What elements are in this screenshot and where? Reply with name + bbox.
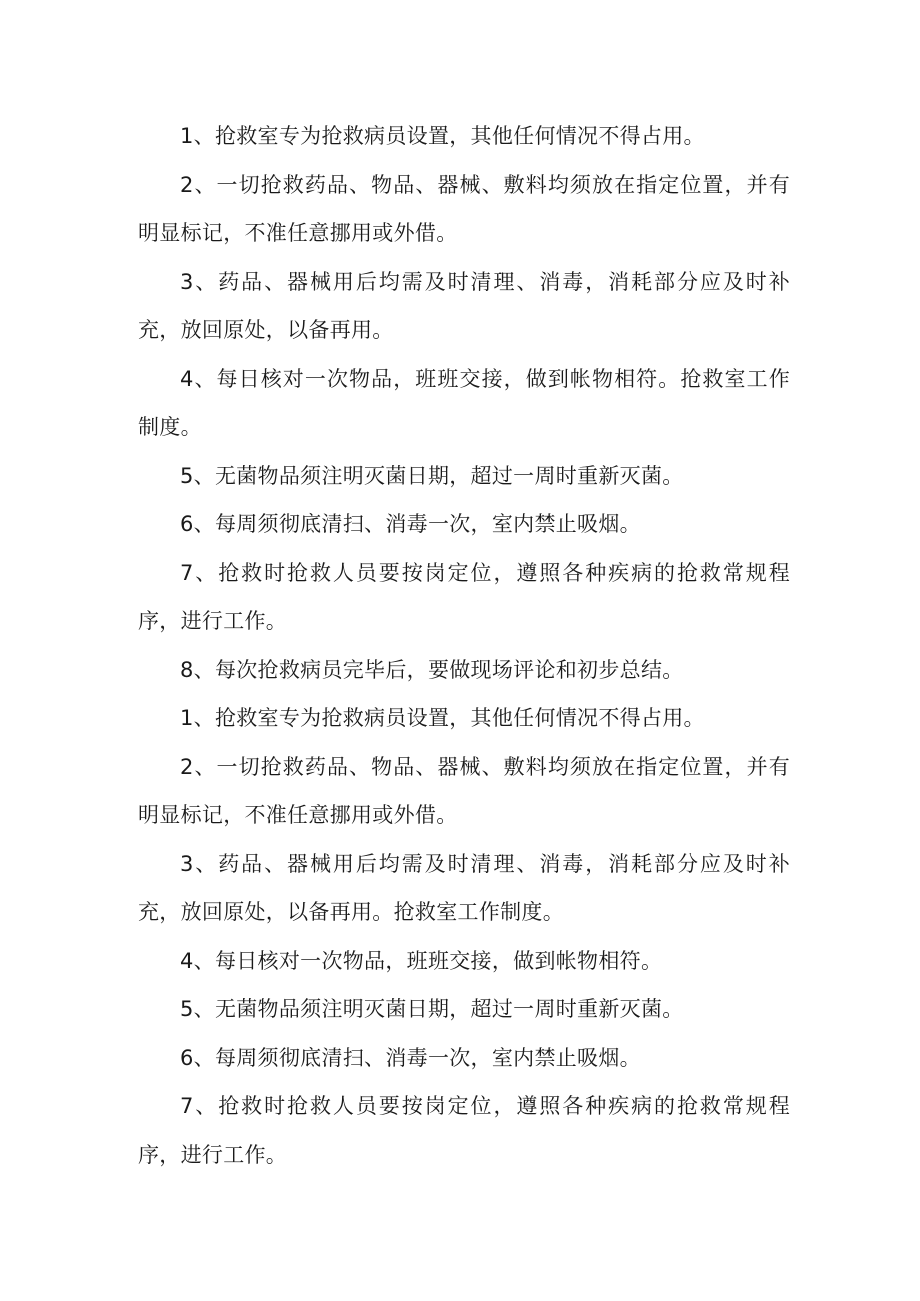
paragraph-7: 7、抢救时抢救人员要按岗定位，遵照各种疾病的抢救常规程序，进行工作。 — [138, 560, 790, 633]
paragraph-5: 5、无菌物品须注明灭菌日期，超过一周时重新灭菌。 — [180, 463, 684, 488]
paragraph-8: 8、每次抢救病员完毕后，要做现场评论和初步总结。 — [180, 657, 684, 682]
paragraph-12: 4、每日核对一次物品，班班交接，做到帐物相符。 — [180, 948, 663, 973]
paragraph-4: 4、每日核对一次物品，班班交接，做到帐物相符。抢救室工作制度。 — [138, 366, 790, 439]
paragraph-13: 5、无菌物品须注明灭菌日期，超过一周时重新灭菌。 — [180, 997, 684, 1021]
paragraph-15: 7、抢救时抢救人员要按岗定位，遵照各种疾病的抢救常规程序，进行工作。 — [138, 1094, 790, 1167]
paragraph-11: 3、药品、器械用后均需及时清理、消毒，消耗部分应及时补充，放回原处，以备再用。抢救室工作制度。 — [138, 851, 790, 924]
paragraph-6: 6、每周须彻底清扫、消毒一次，室内禁止吸烟。 — [180, 512, 641, 536]
paragraph-3: 3、药品、器械用后均需及时清理、消毒，消耗部分应及时补充，放回原处，以备再用。 — [138, 269, 790, 342]
paragraph-10: 2、一切抢救药品、物品、器械、敷料均须放在指定位置，并有明显标记，不准任意挪用或外借。 — [138, 754, 790, 827]
document-body — [138, 112, 790, 1179]
paragraph-14: 6、每周须彻底清扫、消毒一次，室内禁止吸烟。 — [180, 1045, 641, 1070]
paragraph-9: 1、抢救室专为抢救病员设置，其他任何情况不得占用。 — [180, 706, 705, 730]
paragraph-1: 1、抢救室专为抢救病员设置，其他任何情况不得占用。 — [180, 124, 705, 148]
paragraph-2: 2、一切抢救药品、物品、器械、敷料均须放在指定位置，并有明显标记，不准任意挪用或外借。 — [138, 172, 790, 245]
